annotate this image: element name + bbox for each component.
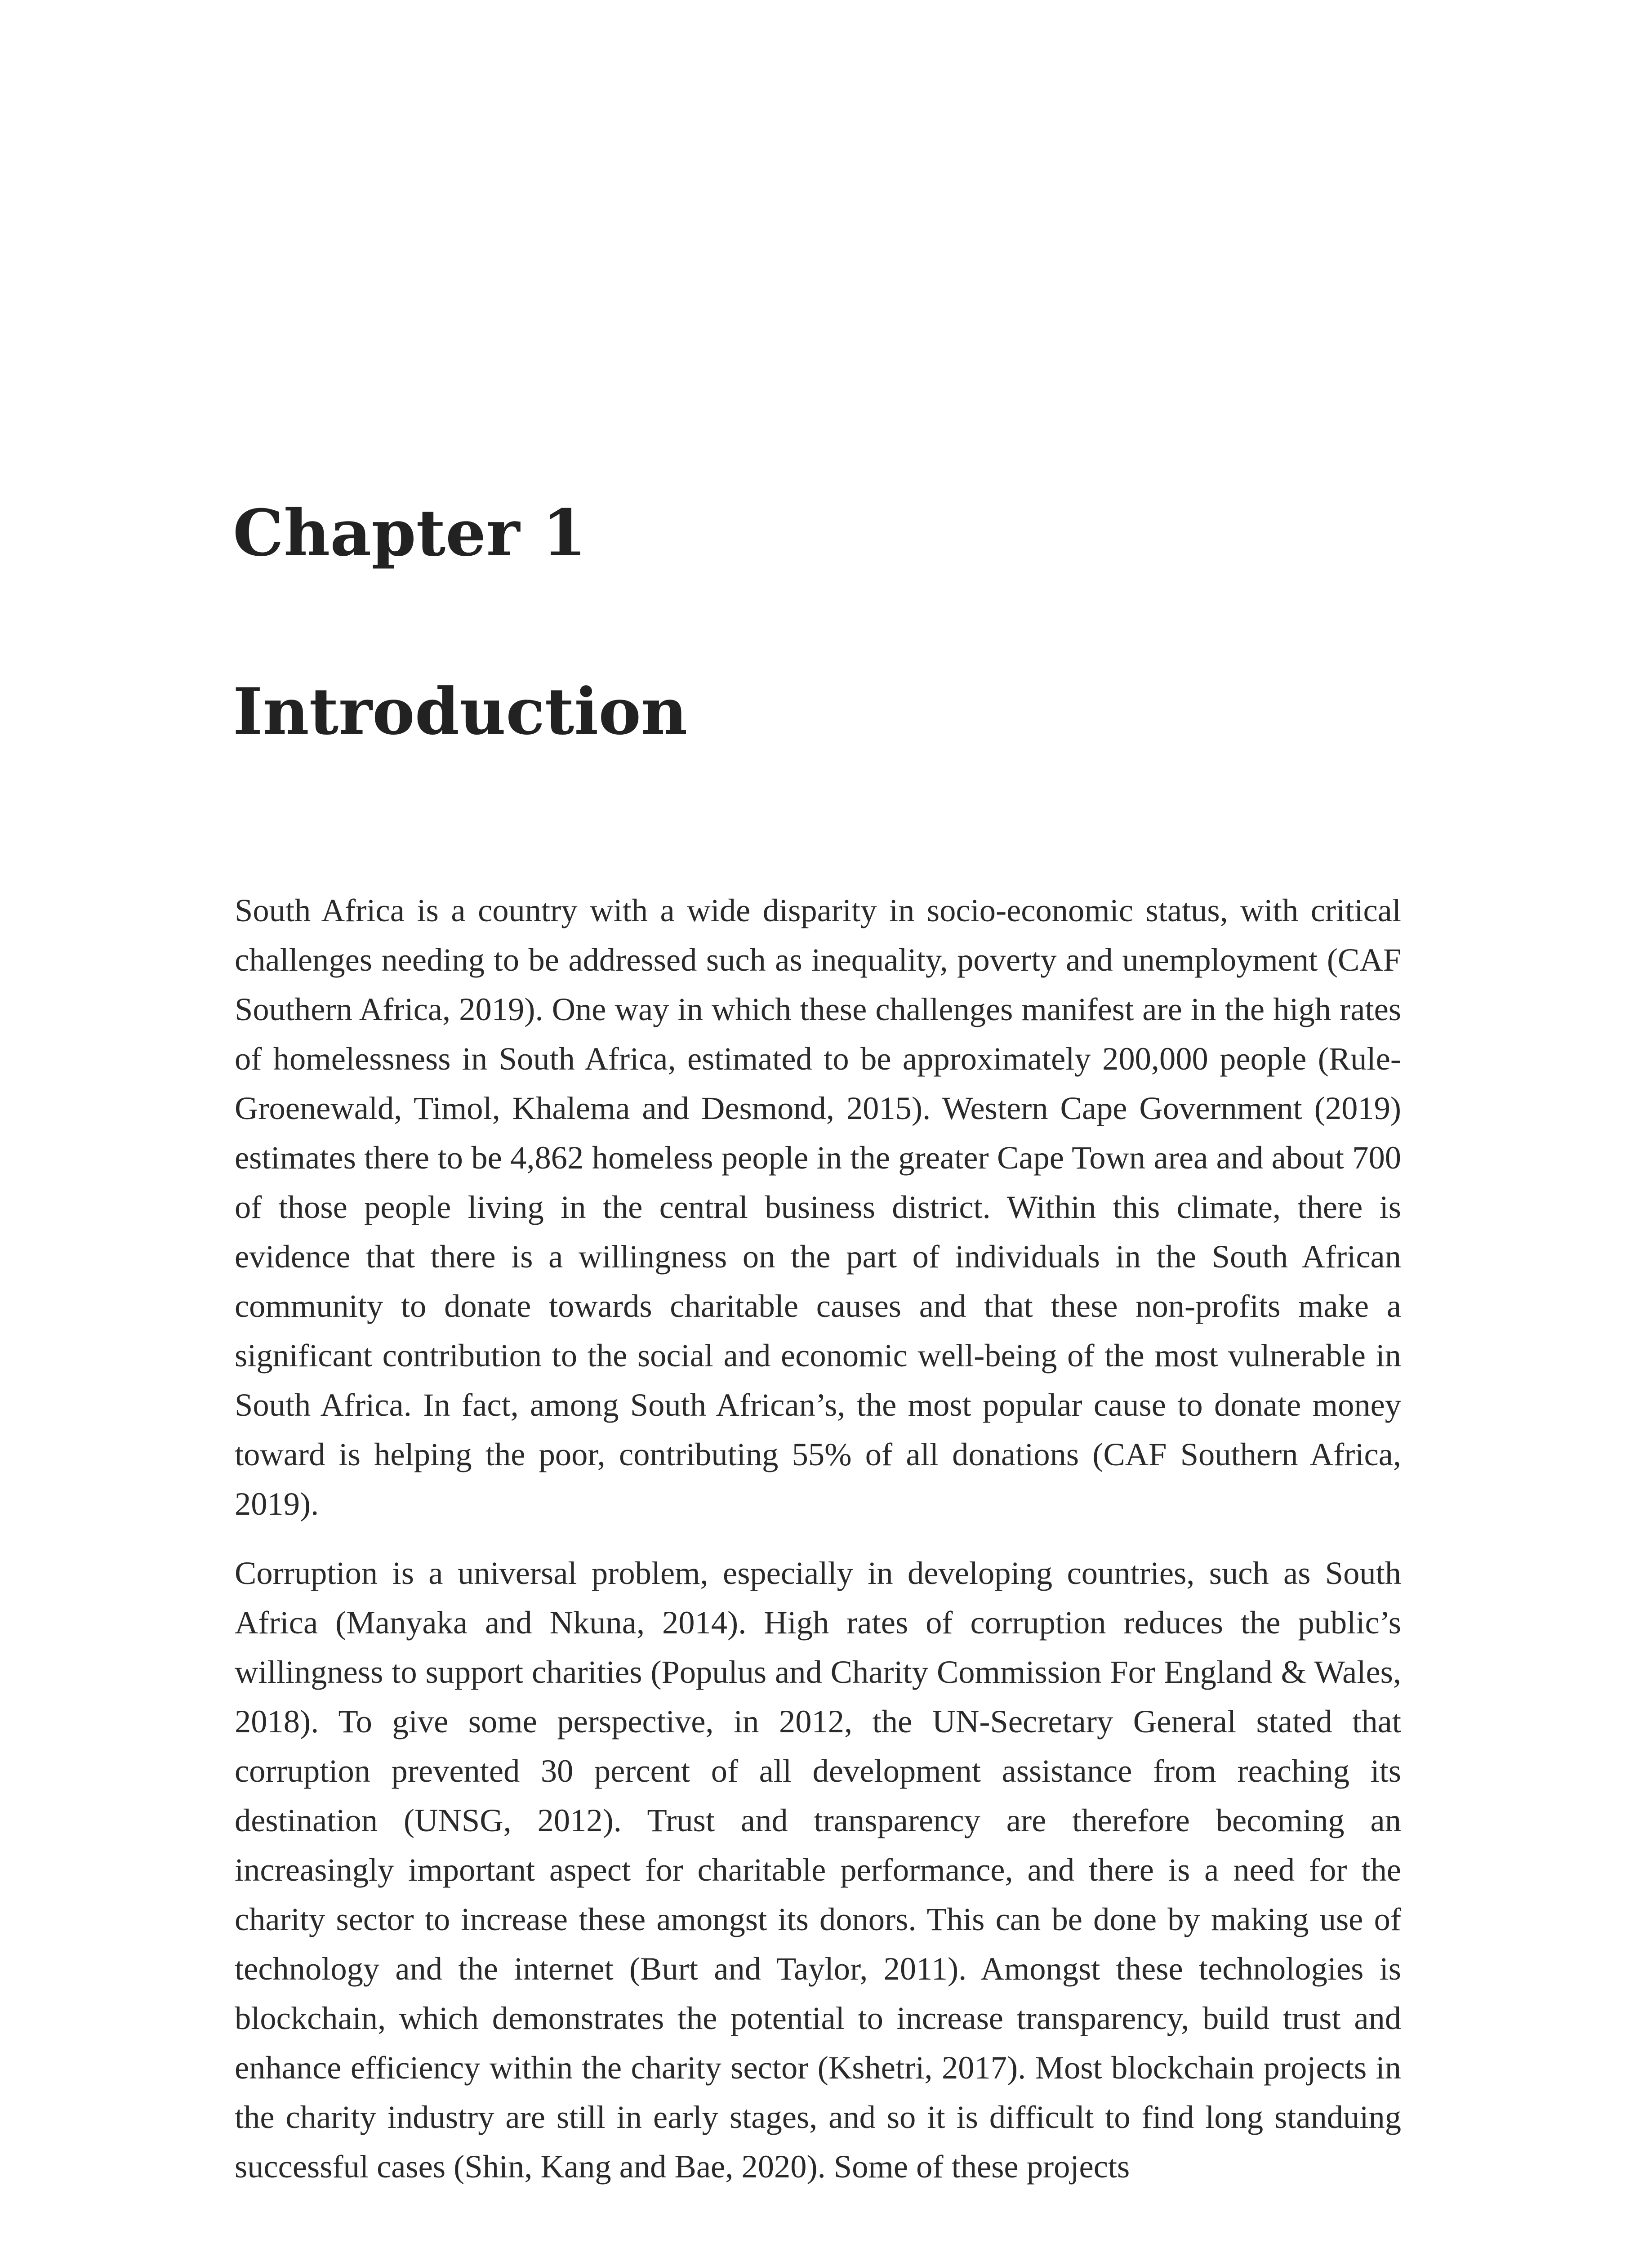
body-paragraph: South Africa is a country with a wide disparity in socio-economic status, with critical challenges needing to be addressed such as inequality, poverty and unemployment (CAF Southern Africa, 2019). One way in which these challenges manifest are in the high rates of homelessness in South Africa, estimated to be approximately 200,000 people (Rule-Groenewald, Timol, Khalema and Desmond, 2015). Western Cape Government (2019) estimates there to be 4,862 homeless people in the greater Cape Town area and about 700 of those people living in the central business district. Within this climate, there is evidence that there is a willingness on the part of individuals in the South African community to donate towards charitable causes and that these non-profits make a significant contribution to the social and economic well-being of the most vulnerable in South Africa. In fact, among South African’s, the most popular cause to donate money toward is helping the poor, contributing 55% of all donations (CAF Southern Africa, 2019). [235,892,1401,1522]
chapter-label: Chapter 1 [233,496,587,571]
chapter-body [235,886,1401,2211]
chapter-title: Introduction [233,674,688,749]
body-paragraph: Corruption is a universal problem, especially in developing countries, such as South Africa (Manyaka and Nkuna, 2014). High rates of corruption reduces the public’s willingness to support charities (Populus and Charity Commission For England & Wales, 2018). To give some perspective, in 2012, the UN-Secretary General stated that corruption prevented 30 percent of all development assistance from reaching its destination (UNSG, 2012). Trust and transparency are therefore becoming an increasingly important aspect for charitable performance, and there is a need for the charity sector to increase these amongst its donors. This can be done by making use of technology and the internet (Burt and Taylor, 2011). Amongst these technologies is blockchain, which demonstrates the potential to increase transparency, build trust and enhance efficiency within the charity sector (Kshetri, 2017). Most blockchain projects in the charity industry are still in early stages, and so it is difficult to find long standuing successful cases (Shin, Kang and Bae, 2020). Some of these projects [235,1555,1401,2185]
